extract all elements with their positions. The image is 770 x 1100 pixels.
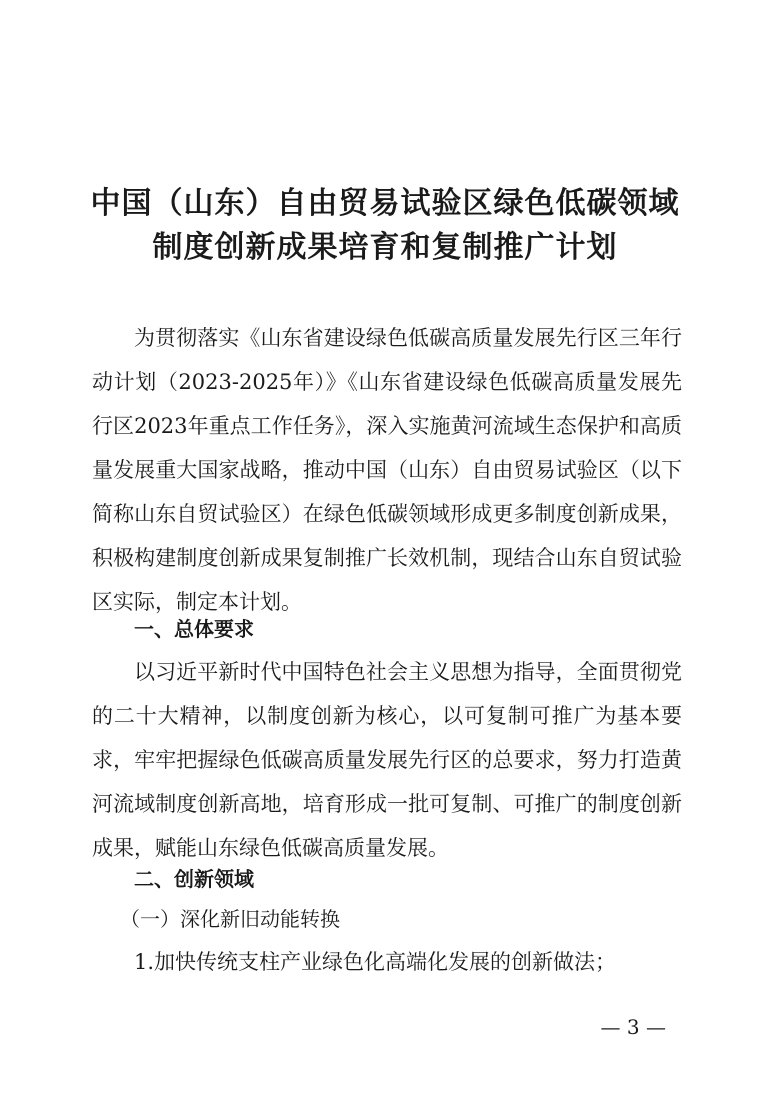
document-title-line-1: 中国（山东）自由贸易试验区绿色低碳领域 [90, 186, 680, 221]
section-heading-general-requirements: 一、总体要求 [134, 617, 254, 641]
page-number: — 3 — [600, 1015, 666, 1039]
list-item: 1.加快传统支柱产业绿色化高端化发展的创新做法； [134, 950, 617, 974]
general-requirements-paragraph: 以习近平新时代中国特色社会主义思想为指导，全面贯彻党的二十大精神，以制度创新为核心，以可复制可推广为基本要求，牢牢把握绿色低碳高质量发展先行区的总要求，努力打造黄河流域制度创新高地，培育形成一批可复制、可推广的制度创新成果，赋能山东绿色低碳高质量发展。 [92, 660, 682, 860]
subsection-heading-kinetic-energy-conversion: （一）深化新旧动能转换 [120, 907, 340, 931]
section-heading-innovation-areas: 二、创新领域 [134, 867, 254, 891]
document-title-line-2: 制度创新成果培育和复制推广计划 [152, 230, 618, 265]
intro-paragraph: 为贯彻落实《山东省建设绿色低碳高质量发展先行区三年行动计划（2023-2025年）》《山东省建设绿色低碳高质量发展先行区2023年重点工作任务》，深入实施黄河流域生态保护和高质量发展重大国家战略，推动中国（山东）自由贸易试验区（以下简称山东自贸试验区）在绿色低碳领域形成更多制度创新成果，积极构建制度创新成果复制推广长效机制，现结合山东自贸试验区实际，制定本计划。 [92, 326, 682, 614]
